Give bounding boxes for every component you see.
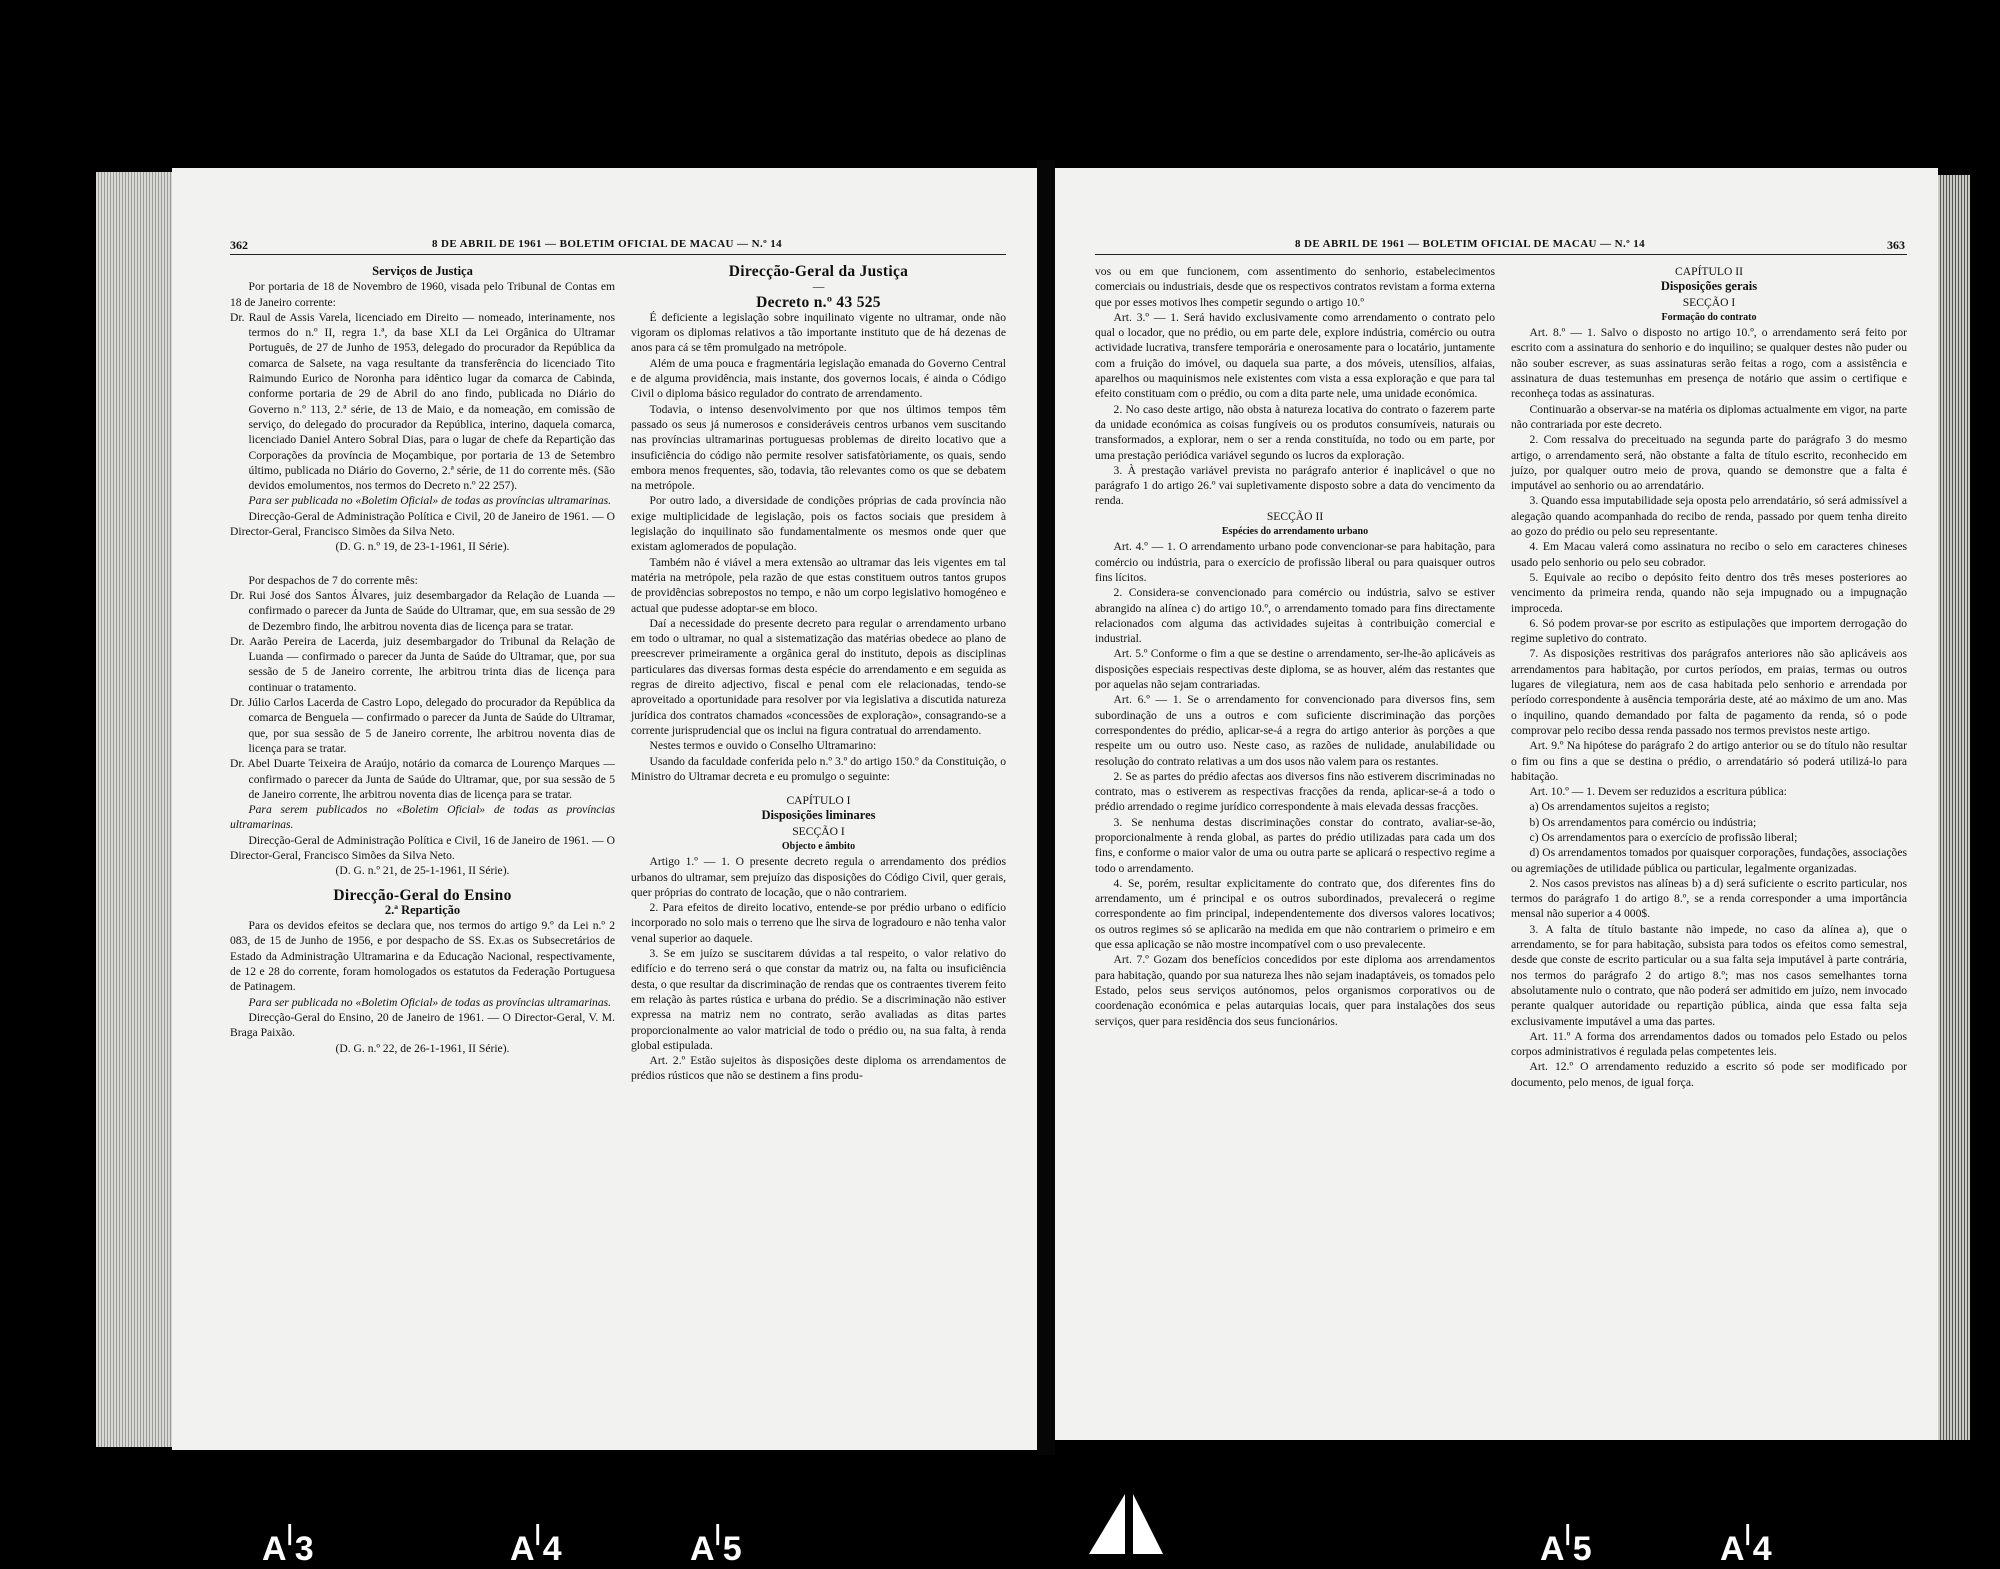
paragraph: 2.ª Repartição bbox=[384, 902, 461, 917]
paragraph: Direcção-Geral do Ensino bbox=[333, 886, 512, 904]
paragraph: d) Os arrendamentos tomados por quaisquer corporações, fundações, associações ou agremiações de utilidade pública ou particular, legalmente organizadas. bbox=[1511, 846, 1907, 875]
book-spine bbox=[1037, 160, 1055, 1455]
paragraph: Art. 8.º — 1. Salvo o disposto no artigo 10.º, o arrendamento será feito por escrito com a assinatura do senhorio e do inquilino; se qualquer destes não puder ou não souber escrever, as suas assinaturas serão feitas a rogo, com a assistência e assinatura de duas testemunhas em presença de notário que assim o certifique e reconheça todas as assinaturas. bbox=[1511, 326, 1907, 401]
column-right-2 bbox=[1511, 264, 1907, 1090]
film-arrow-icon bbox=[1085, 1488, 1165, 1560]
paragraph: É deficiente a legislação sobre inquilinato vigente no ultramar, onde não vigoram os diplomas relativos a tão importante instituto que de há dezenas de anos para cá se têm promulgado na metrópole. bbox=[631, 310, 1006, 355]
page-header: 8 DE ABRIL DE 1961 — BOLETIM OFICIAL DE MACAU — N.º 14 bbox=[432, 238, 783, 250]
header-rule bbox=[1095, 254, 1907, 255]
paragraph: 2. Nos casos previstos nas alíneas b) a d) será suficiente o escrito particular, nos termos do parágrafo 1 do artigo 8.º, se a renda corresponder a uma importância mensal não superior a 4 000$. bbox=[1511, 876, 1907, 921]
paragraph: — bbox=[812, 280, 825, 294]
paragraph: Usando da faculdade conferida pelo n.º 3.º do artigo 150.º da Constituição, o Ministro do Ultramar decreta e eu promulgo o seguinte: bbox=[631, 754, 1006, 783]
paragraph: Objecto e âmbito bbox=[781, 840, 856, 852]
paragraph: Art. 5.º Conforme o fim a que se destine o arrendamento, ser-lhe-ão aplicáveis as disposições especiais respectivas deste diploma, se as houver, além das restantes que por aquelas não sejam contrariadas. bbox=[1095, 647, 1495, 692]
paragraph: CAPÍTULO II bbox=[1675, 265, 1743, 278]
paragraph: 2. Se as partes do prédio afectas aos diversos fins não estiverem discriminadas no contrato, mas o estiverem as respectivas fracções da renda, aplicar-se-á a todo o prédio arrendado o regime jurídico correspondente à mais elevada dessas fracções. bbox=[1095, 769, 1495, 814]
paragraph: Além de uma pouca e fragmentária legislação emanada do Governo Central e de alguma providência, mais instante, dos governos locais, é ainda o Código Civil o diploma básico regulador do contrato de arrendamento. bbox=[631, 356, 1006, 401]
paragraph: Para ser publicada no «Boletim Oficial» de todas as províncias ultramarinas. bbox=[248, 494, 612, 508]
right-page bbox=[1055, 168, 1938, 1440]
paragraph: 7. As disposições restritivas dos parágrafos anteriores não são aplicáveis aos arrendamentos para habitação, por curtos períodos, em praias, termas ou outros lugares de vilegiatura, nem aos de casa habitada pelo senhorio e arrendada por período correspondente à ausência temporária deste, até ao máximo de um ano. Mas o inquilino, quando demandado por falta de pagamento da renda, só o pode comprovar pelo recibo dessa renda passado nos termos previstos neste artigo. bbox=[1511, 647, 1907, 737]
paragraph: Decreto n.º 43 525 bbox=[756, 293, 881, 311]
paragraph: Disposições liminares bbox=[761, 808, 876, 823]
paragraph: Todavia, o intenso desenvolvimento por que nos últimos tempos têm passado os seus já numerosos e consideráveis centros urbanos vem suscitando nas províncias ultramarinas portuguesas problemas de direito locativo que a insuficiência do código não permite resolver satisfatòriamente, os quais, sendo embora menos frequentes, são, todavia, tão relevantes como os que se debatem na metrópole. bbox=[631, 402, 1006, 493]
film-marker: A|4 bbox=[510, 1520, 562, 1568]
film-marker: A|4 bbox=[1720, 1520, 1772, 1568]
column-right-1 bbox=[1095, 264, 1495, 1029]
paragraph: Continuarão a observar-se na matéria os diplomas actualmente em vigor, na parte não contrariada por este decreto. bbox=[1511, 402, 1907, 431]
paragraph: (D. G. n.º 21, de 25-1-1961, II Série). bbox=[335, 864, 510, 878]
paragraph: Art. 11.º A forma dos arrendamentos dados ou tomados pelo Estado ou pelos corpos administrativos é regulada pelas competentes leis. bbox=[1511, 1029, 1907, 1059]
paragraph: Artigo 1.º — 1. O presente decreto regula o arrendamento dos prédios urbanos do ultramar, sem prejuízo das disposições do Código Civil, quer gerais, quer próprias do contrato de locação, que o não contrariem. bbox=[631, 855, 1006, 899]
paragraph: Disposições gerais bbox=[1660, 279, 1758, 294]
paragraph: 5. Equivale ao recibo o depósito feito dentro dos três meses posteriores ao vencimento da primeira renda, quando não seja impugnado ou a impugnação improceda. bbox=[1511, 570, 1907, 615]
paragraph: Para serem publicados no «Boletim Oficial» de todas as províncias ultramarinas. bbox=[230, 803, 615, 832]
paragraph: Para ser publicada no «Boletim Oficial» de todas as províncias ultramarinas. bbox=[248, 995, 612, 1009]
paragraph: Direcção-Geral de Administração Política e Civil, 16 de Janeiro de 1961. — O Director-Geral, Francisco Simões da Silva Neto. bbox=[230, 833, 615, 862]
paragraph: Art. 6.º — 1. Se o arrendamento for convencionado para diversos fins, sem subordinação de uns a outros e com suficiente discriminação das porções correspondentes do prédio, aplicar-se-á a regra do artigo anterior às porções a que respeite um ou outro uso. Neste caso, as razões de nulidade, anulabilidade ou resolução do contrato relativas a um dos usos não valem para os restantes. bbox=[1095, 693, 1495, 768]
paragraph: a) Os arrendamentos sujeitos a registo; bbox=[1529, 800, 1710, 814]
paragraph: Dr. Raul de Assis Varela, licenciado em Direito — nomeado, interinamente, nos termos do n.º II, regra 1.ª, da base XLI da Lei Orgânica do Ultramar Português, de 27 de Junho de 1953, delegado do procurador da República da comarca de Salsete, na vaga resultante da transferência do licenciado Tito Raimundo Eurico de Noronha para idêntico lugar da comarca de Cabinda, conforme portaria de 29 de Abril do ano findo, publicada no Diário do Governo n.º 113, 2.ª série, de 13 de Maio, e da nomeação, em comissão de serviço, do delegado do procurador da República, interino, daquela comarca, licenciado Daniel Antero Sobral Dias, para o lugar de chefe da Repartição das Corporações da província de Moçambique, por portaria de 13 de Setembro último, publicada no Diário do Governo, 2.ª série, de 11 do corrente mês. (São devidos emolumentos, nos termos do Decreto n.º 22 257). bbox=[230, 310, 615, 493]
paragraph: 2. Com ressalva do preceituado na segunda parte do parágrafo 3 do mesmo artigo, o arrendamento será, não obstante a falta de título escrito, reconhecido em juízo, por qualquer outro meio de prova, quando se demonstre que a falta é imputável ao senhorio ou ao arrendatário. bbox=[1511, 433, 1907, 493]
paragraph: Dr. Abel Duarte Teixeira de Araújo, notário da comarca de Lourenço Marques — confirmado o parecer da Junta de Saúde do Ultramar, que, por sua sessão de 5 de Janeiro corrente, lhe arbitrou noventa dias de licença para se tratar. bbox=[230, 757, 615, 801]
paragraph: CAPÍTULO I bbox=[786, 794, 851, 808]
paragraph: Art. 10.º — 1. Devem ser reduzidos a escritura pública: bbox=[1529, 785, 1787, 799]
header-rule bbox=[230, 254, 1006, 255]
paragraph: 3. Quando essa imputabilidade seja oposta pelo arrendatário, só será admissível a alegação quando acompanhada do recibo de renda, passado por quem tenha direito ao gozo do prédio ou pelo seu representante. bbox=[1511, 494, 1907, 539]
paragraph: 3. À prestação variável prevista no parágrafo anterior é inaplicável o que no parágrafo 1 do artigo 26.º vai supletivamente disposto sobre a data do vencimento da renda. bbox=[1095, 463, 1495, 508]
paragraph: Art. 12.º O arrendamento reduzido a escrito só pode ser modificado por documento, pelo menos, de igual força. bbox=[1511, 1060, 1907, 1089]
paragraph: (D. G. n.º 19, de 23-1-1961, II Série). bbox=[335, 540, 510, 554]
paragraph: Art. 9.º Na hipótese do parágrafo 2 do artigo anterior ou se do título não resultar o fim ou fins a que se destina o prédio, o arrendatário só poderá utilizá-lo para habitação. bbox=[1511, 739, 1907, 783]
paragraph: 4. Se, porém, resultar explicitamente do contrato que, dos diferentes fins do arrendamento, um é principal e os outros subordinados, prevalecerá o regime correspondente ao fim principal, independentemente dos diversos valores locativos; os outros regimes só se aplicarão na medida em que não contrariem o primeiro e em que essa aplicação se não mostre incompatível com o uso prevalecente. bbox=[1095, 876, 1495, 952]
paragraph: SECÇÃO I bbox=[1682, 295, 1736, 309]
film-marker: A|5 bbox=[690, 1520, 742, 1568]
paragraph: Para os devidos efeitos se declara que, nos termos do artigo 9.º da Lei n.º 2 083, de 15 de Junho de 1956, e por despacho de SS. Ex.as os Subsecretários de Estado da Administração Ultramarina e da Educação Nacional, respectivamente, de 12 e 28 do corrente, foram homologados os estatutos da Federação Portuguesa de Patinagem. bbox=[230, 919, 615, 994]
paragraph: 6. Só podem provar-se por escrito as estipulações que importem derrogação do regime supletivo do contrato. bbox=[1511, 616, 1907, 646]
page-number: 362 bbox=[230, 238, 248, 252]
paragraph: Dr. Rui José dos Santos Álvares, juiz desembargador da Relação de Luanda — confirmado o parecer da Junta de Saúde do Ultramar, que, em sua sessão de 29 de Dezembro findo, lhe arbitrou noventa dias de licença para se tratar. bbox=[230, 588, 615, 633]
book-edge-left bbox=[96, 172, 172, 1447]
paragraph: Nestes termos e ouvido o Conselho Ultramarino: bbox=[649, 739, 877, 753]
paragraph: 3. Se nenhuma destas discriminações constar do contrato, avaliar-se-ão, proporcionalmente à renda global, as partes do prédio utilizadas para cada um dos fins, e conforme o maior valor de uma ou outra parte se aplicará o respectivo regime a todo o arrendamento. bbox=[1095, 815, 1495, 875]
paragraph: vos ou em que funcionem, com assentimento do senhorio, estabelecimentos comerciais ou industriais, desde que os respectivos contratos revistam a forma externa que por esses motivos lhes competir segundo o artigo 10.º bbox=[1095, 265, 1495, 309]
paragraph: 4. Em Macau valerá como assinatura no recibo o selo em caracteres chineses usado pelo senhorio ou pelo seu cobrador. bbox=[1511, 540, 1907, 569]
paragraph: 3. A falta de título bastante não impede, no caso da alínea a), que o arrendamento, se for para habitação, subsista para todos os efeitos como semestral, desde que conste de escrito particular ou a sua falta seja imputável à parte contrária, nos termos do parágrafo 2 do artigo 8.º; mas nos casos semelhantes torna absolutamente nulo o contrato, que não poderá ser admitido em juízo, nem invocado perante qualquer autoridade ou repartição pública, ainda que essa falta seja exclusivamente imputável a uma das partes. bbox=[1511, 922, 1907, 1028]
paragraph: Por despachos de 7 do corrente mês: bbox=[248, 573, 418, 587]
page-number: 363 bbox=[1887, 238, 1905, 252]
paragraph: SECÇÃO II bbox=[1266, 509, 1324, 523]
paragraph: Art. 2.º Estão sujeitos às disposições deste diploma os arrendamentos de prédios rústicos que não se destinem a fins produ- bbox=[631, 1054, 1006, 1083]
film-marker: A|5 bbox=[1540, 1520, 1592, 1568]
paragraph: Também não é viável a mera extensão ao ultramar das leis vigentes em tal matéria na metrópole, pela razão de que estas constituem outros tantos grupos de providências sobrepostos no tempo, e não um corpo legislativo homogéneo e actual que pudesse adoptar-se em bloco. bbox=[631, 555, 1006, 615]
paragraph: Serviços de Justiça bbox=[372, 264, 473, 278]
paragraph: c) Os arrendamentos para o exercício de profissão liberal; bbox=[1529, 830, 1798, 844]
paragraph: Espécies do arrendamento urbano bbox=[1221, 526, 1369, 538]
paragraph: Formação do contrato bbox=[1661, 311, 1757, 323]
paragraph: 3. Se em juízo se suscitarem dúvidas a tal respeito, o valor relativo do edifício e do terreno será o que constar da matriz ou, na falta ou insuficiência desta, o que resultar da discriminação de rendas que os contraentes tiverem feito em relação às partes rústica e urbana do prédio. Se a discriminação não estiver expressa na matriz nem no contrato, serão avaliadas as ditas partes proporcionalmente ao valor matricial de todo o prédio ou, na sua falta, à renda global estipulada. bbox=[631, 947, 1006, 1052]
paragraph: Dr. Aarão Pereira de Lacerda, juiz desembargador do Tribunal da Relação de Luanda — confirmado o parecer da Junta de Saúde do Ultramar, que, por sua sessão de 5 de Janeiro corrente, lhe arbitrou trinta dias de licença para continuar o tratamento. bbox=[230, 634, 615, 694]
film-marker: A|3 bbox=[262, 1520, 314, 1568]
paragraph: 2. No caso deste artigo, não obsta à natureza locativa do contrato o fazerem parte da unidade económica as coisas fungíveis ou os produtos consumíveis, naturais ou transformados, a explorar, nem o ser a renda constituída, no todo ou em parte, por uma prestação periódica variável segundo os lucros da exploração. bbox=[1095, 402, 1495, 462]
paragraph: b) Os arrendamentos para comércio ou indústria; bbox=[1529, 815, 1757, 829]
paragraph bbox=[631, 784, 1006, 793]
paragraph: Por outro lado, a diversidade de condições próprias de cada província não exige multiplicidade de legislação, pois os factos sociais que presidem à legislação do inquilinato são fundamentalmente os mesmos onde quer que existam aglomerados de população. bbox=[631, 494, 1006, 554]
column-left-1 bbox=[230, 264, 615, 1056]
paragraph: Direcção-Geral da Justiça bbox=[728, 263, 909, 280]
paragraph: Art. 3.º — 1. Será havido exclusivamente como arrendamento o contrato pelo qual o locador, que no prédio, ou em parte dele, explore indústria, comércio ou outra actividade lucrativa, transfere temporária e onerosamente para o locatário, juntamente com a fruição do imóvel, ou daquela sua parte, a dos móveis, utensílios, alfaias, aparelhos ou maquinismos nele existentes com vista a essa exploração e que para tal efeito constituam com o prédio, ou com a dita parte nele, uma unidade económica. bbox=[1095, 310, 1495, 401]
paragraph: Art. 7.º Gozam dos benefícios concedidos por este diploma aos arrendamentos para habitação, quando por sua natureza lhes não sejam inadaptáveis, os tomados pelo Estado, pelos seus serviços autónomos, pelos organismos corporativos ou de coordenação económica e pelas autarquias locais, quer para instalações dos seus serviços, quer para residência dos seus funcionários. bbox=[1095, 953, 1495, 1028]
paragraph: Dr. Júlio Carlos Lacerda de Castro Lopo, delegado do procurador da República da comarca de Benguela — confirmado o parecer da Junta de Saúde do Ultramar, que, por sua sessão de 5 de Janeiro corrente, lhe arbitrou noventa dias de licença para se tratar. bbox=[230, 696, 615, 755]
paragraph: (D. G. n.º 22, de 26-1-1961, II Série). bbox=[335, 1041, 510, 1055]
paragraph bbox=[230, 555, 615, 573]
paragraph: 2. Para efeitos de direito locativo, entende-se por prédio urbano o edifício incorporado no solo mais o terreno que lhe sirva de logradouro e não tenha valor venal superior ao daquele. bbox=[631, 901, 1006, 945]
paragraph: Art. 4.º — 1. O arrendamento urbano pode convencionar-se para habitação, para comércio ou indústria, para o exercício de profissão liberal ou para quaisquer outros fins lícitos. bbox=[1095, 540, 1495, 584]
paragraph: Daí a necessidade do presente decreto para regular o arrendamento urbano em todo o ultramar, no qual a sistematização das matérias obedece ao plano de preescrever primeiramente a orgânica geral do instituto, depois as disciplinas particulares das diversas formas desta espécie do arrendamento e em seguida as regras de direito adjectivo, fiscal e penal com ele relacionadas, tendo-se aproveitado a oportunidade para resolver por via legislativa a discutida natureza jurídica dos contratos chamados «concessões de exploração», consagrando-se a corrente jurisprudencial que os inclui na figura contratual do arrendamento. bbox=[631, 616, 1006, 737]
paragraph: 2. Considera-se convencionado para comércio ou indústria, salvo se estiver abrangido na alínea c) do artigo 10.º, o arrendamento tomado para fins directamente relacionados com alguma das actividades sujeitas à contribuição comercial e industrial. bbox=[1095, 586, 1495, 646]
paragraph: SECÇÃO I bbox=[792, 824, 845, 838]
book-edge-right bbox=[1938, 175, 1970, 1440]
column-left-2 bbox=[631, 264, 1006, 1084]
left-page bbox=[172, 168, 1037, 1450]
page-header: 8 DE ABRIL DE 1961 — BOLETIM OFICIAL DE MACAU — N.º 14 bbox=[1295, 238, 1646, 250]
paragraph: Por portaria de 18 de Novembro de 1960, visada pelo Tribunal de Contas em 18 de Janeiro corrente: bbox=[230, 280, 615, 309]
paragraph: Direcção-Geral de Administração Política e Civil, 20 de Janeiro de 1961. — O Director-Geral, Francisco Simões da Silva Neto. bbox=[230, 509, 615, 539]
paragraph: Direcção-Geral do Ensino, 20 de Janeiro de 1961. — O Director-Geral, V. M. Braga Paixão. bbox=[230, 1010, 615, 1040]
